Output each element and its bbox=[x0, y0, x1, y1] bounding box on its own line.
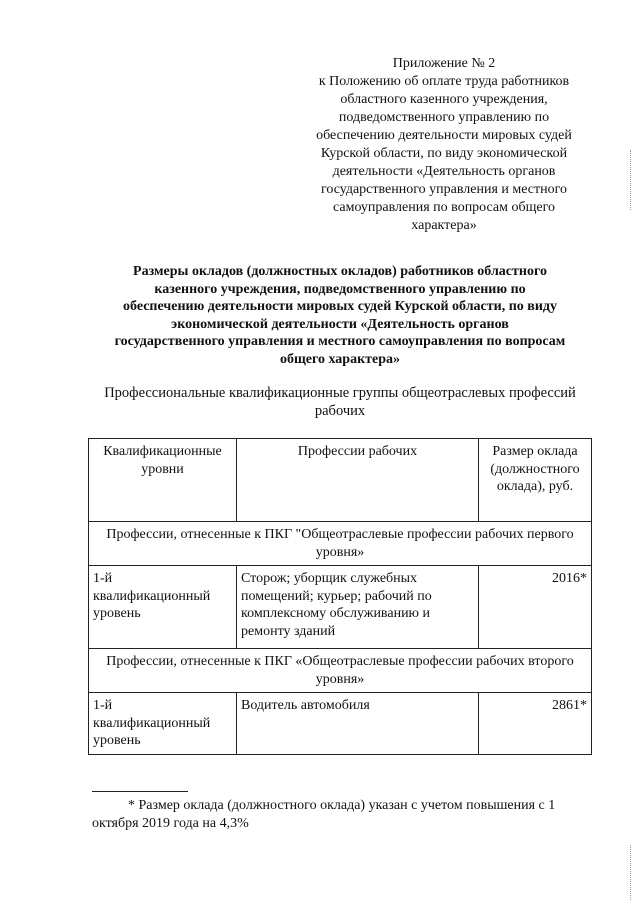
group-label: Профессии, отнесенные к ПКГ "Общеотраслевые профессии рабочих первого уровня» bbox=[89, 522, 592, 566]
appendix-line: Приложение № 2 bbox=[392, 56, 496, 71]
appendix-line: областного казенного учреждения, bbox=[340, 92, 548, 107]
title-line: казенного учреждения, подведомственного управлению по bbox=[154, 281, 526, 297]
header-professions: Профессии рабочих bbox=[237, 439, 479, 522]
title-line: обеспечению деятельности мировых судей Курской области, по виду bbox=[123, 299, 557, 314]
footnote-divider bbox=[92, 791, 188, 792]
salary-table bbox=[88, 438, 592, 755]
appendix-header bbox=[284, 55, 604, 235]
table-header-row bbox=[89, 439, 592, 522]
group-row bbox=[89, 649, 592, 693]
title-line: государственного управления и местного самоуправления по вопросам bbox=[114, 334, 566, 349]
salary-cell: 2016* bbox=[479, 566, 592, 649]
professions-cell: Водитель автомобиля bbox=[237, 693, 479, 755]
group-row bbox=[89, 522, 592, 566]
title-line: общего характера» bbox=[279, 351, 401, 367]
section-subtitle: Профессиональные квалификационные группы общеотраслевых профессий рабочих bbox=[104, 385, 576, 419]
document-title bbox=[90, 263, 590, 368]
appendix-line: подведомственного управлению по bbox=[338, 110, 550, 125]
appendix-line: характера» bbox=[411, 218, 477, 233]
group-label: Профессии, отнесенные к ПКГ «Общеотраслевые профессии рабочих второго уровня» bbox=[89, 649, 592, 693]
appendix-line: обеспечению деятельности мировых судей bbox=[316, 128, 572, 143]
title-line: Размеры окладов (должностных окладов) работников областного bbox=[133, 264, 547, 279]
appendix-line: самоуправления по вопросам общего bbox=[333, 200, 555, 215]
header-salary: Размер оклада (должностного оклада), руб. bbox=[479, 439, 592, 522]
salary-cell: 2861* bbox=[479, 693, 592, 755]
level-cell: 1-й квалификационный уровень bbox=[89, 566, 237, 649]
scan-margin-mark bbox=[630, 845, 631, 900]
title-line: экономической деятельности «Деятельность органов bbox=[171, 316, 509, 332]
appendix-line: государственного управления и местного bbox=[320, 182, 568, 197]
appendix-line: Курской области, по виду экономической bbox=[320, 146, 568, 161]
professions-cell: Сторож; уборщик служебных помещений; курьер; рабочий по комплексному обслуживанию и ремонту зданий bbox=[237, 566, 479, 649]
table-row bbox=[89, 566, 592, 649]
appendix-line: к Положению об оплате труда работников bbox=[318, 74, 570, 89]
scan-margin-mark bbox=[630, 150, 631, 210]
table-row bbox=[89, 693, 592, 755]
header-levels: Квалификационные уровни bbox=[89, 439, 237, 522]
appendix-line: деятельности «Деятельность органов bbox=[332, 164, 556, 179]
footnote: * Размер оклада (должностного оклада) указан с учетом повышения с 1 октября 2019 года на 4,3% bbox=[92, 798, 556, 831]
level-cell: 1-й квалификационный уровень bbox=[89, 693, 237, 755]
